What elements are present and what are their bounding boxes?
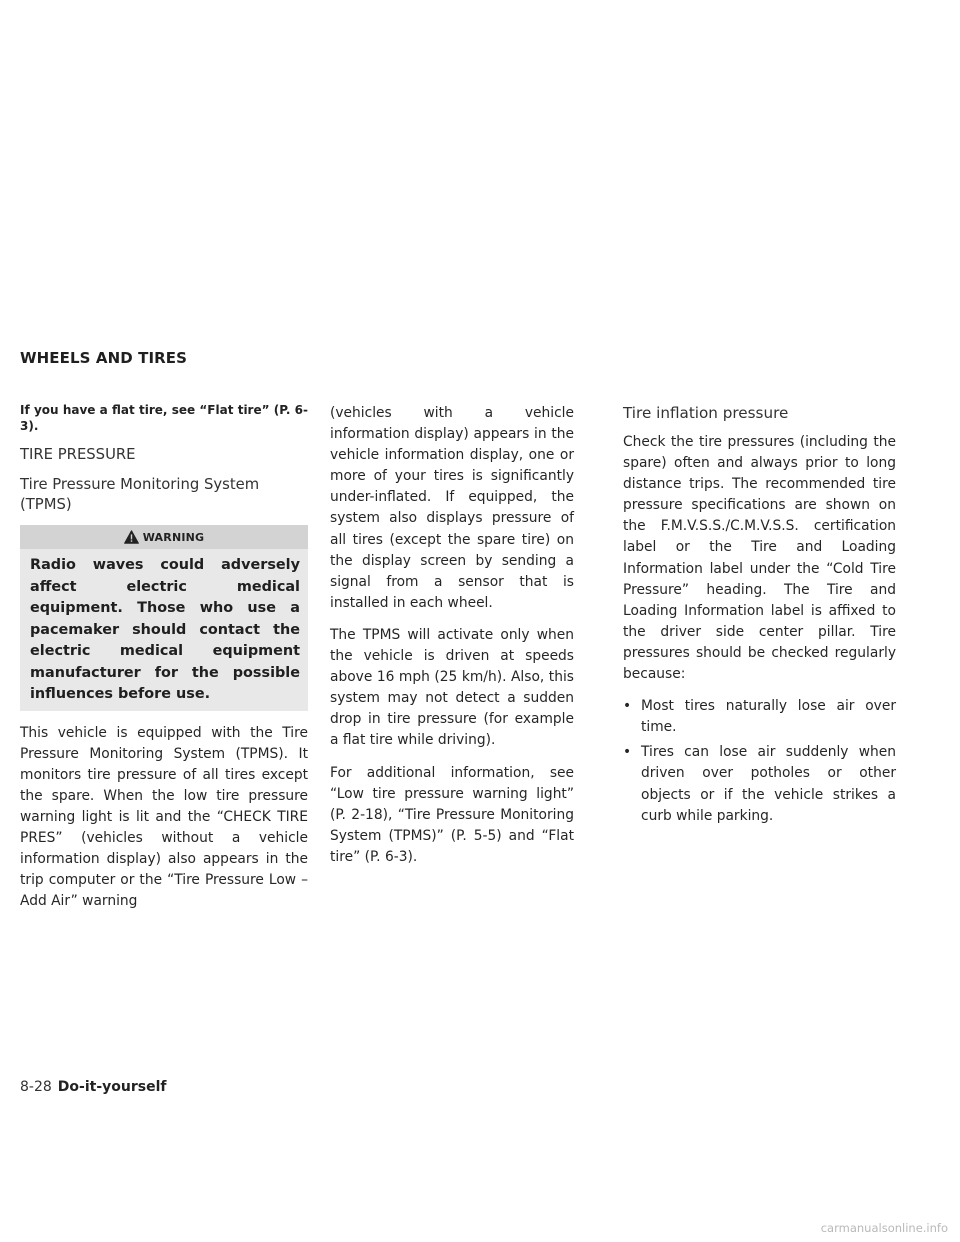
list-item: • Most tires naturally lose air over time. — [623, 698, 896, 736]
info-display-paragraph: (vehicles with a vehicle information display) appears in the vehicle information display, one or more of your tires is significantly under-inflated. If equipped, the system also displays pressure of all tires (except the spare tire) on the display screen by sending a signal from a sensor that is installed in each wheel. — [330, 405, 574, 611]
chapter-title: Do-it-yourself — [57, 1079, 167, 1095]
watermark: carmanualsonline.info — [820, 1221, 948, 1235]
bullet: • — [623, 744, 632, 761]
warning-label: WARNING — [142, 530, 205, 544]
tpms-activation-paragraph: The TPMS will activate only when the vehicle is driven at speeds above 16 mph (25 km/h). Also, this system may not detect a sudden drop in tire pressure (for example a flat tire while driving). — [330, 626, 574, 749]
page-footer — [20, 1079, 166, 1095]
reasons-list — [623, 696, 896, 827]
inflation-paragraph: Check the tire pressures (including the spare) often and always prior to long distance trips. The recommended tire pressure specifications are shown on the F.M.V.S.S./C.M.V.S.S. certification label or the Tire and Loading Information label under the “Cold Tire Pressure” heading. The Tire and Loading Information label is affixed to the driver side center pillar. Tire pressures should be checked regularly because: — [623, 434, 896, 683]
tpms-paragraph: This vehicle is equipped with the Tire Pressure Monitoring System (TPMS). It monitors tire pressure of all tires except the spare. When the low tire pressure warning light is lit and the “CHECK TIRE PRES” (vehicles without a vehicle information display) also appears in the trip computer or the “Tire Pressure Low – Add Air” warning — [20, 724, 308, 910]
bullet: • — [623, 698, 632, 715]
tire-pressure-heading: TIRE PRESSURE — [20, 446, 136, 463]
column-2 — [330, 403, 574, 879]
flat-tire-reference: If you have a flat tire, see “Flat tire” (P. 6-3). — [20, 403, 308, 433]
column-1 — [20, 403, 308, 923]
tire-inflation-heading: Tire inflation pressure — [623, 404, 789, 422]
tpms-heading: Tire Pressure Monitoring System (TPMS) — [20, 476, 260, 513]
additional-info-paragraph: For additional information, see “Low tire pressure warning light” (P. 2-18), “Tire Pressure Monitoring System (TPMS)” (P. 5-5) and “Flat tire” (P. 6-3). — [330, 764, 574, 865]
page-number: 8-28 — [20, 1079, 52, 1095]
list-item: • Tires can lose air suddenly when driven over potholes or other objects or if the vehicle strikes a curb while parking. — [623, 744, 896, 824]
column-3 — [623, 403, 896, 831]
warning-box — [20, 525, 308, 711]
warning-text: Radio waves could adversely affect electric medical equipment. Those who use a pacemaker should contact the electric medical equipment manufacturer for the possible influences before use. — [20, 549, 308, 711]
section-header: WHEELS AND TIRES — [20, 349, 188, 367]
warning-header — [20, 525, 308, 549]
warning-triangle-icon — [124, 530, 139, 544]
